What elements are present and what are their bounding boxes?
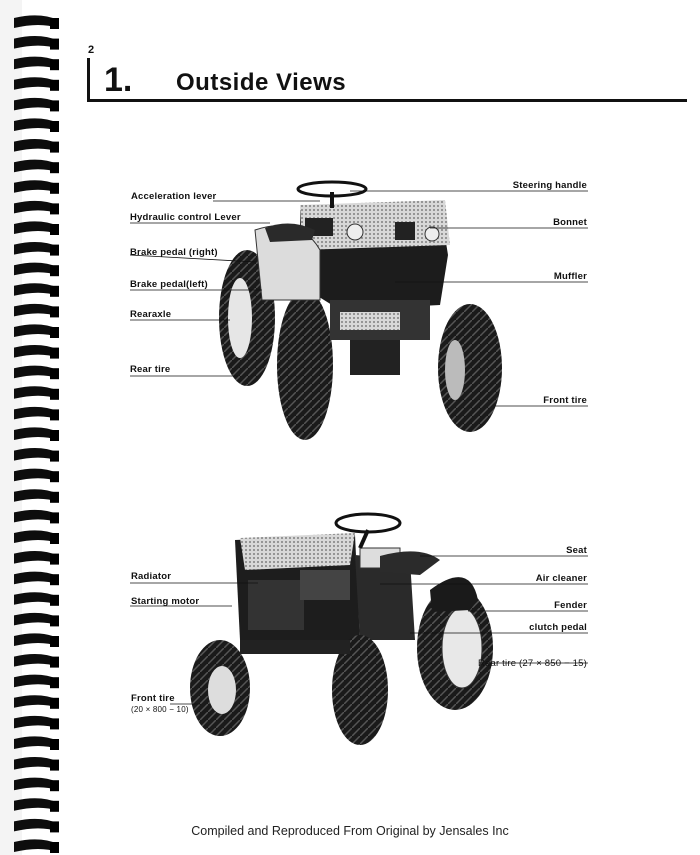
bottom-tractor-drawing bbox=[190, 514, 493, 745]
label-brake-pedal-right: Brake pedal (right) bbox=[130, 247, 218, 258]
label-steering-handle: Steering handle bbox=[512, 180, 587, 191]
section-number: 1. bbox=[104, 61, 133, 99]
label-radiator: Radiator bbox=[131, 571, 172, 582]
label-fender: Fender bbox=[554, 600, 587, 611]
label-rear-axle: Rearaxle bbox=[130, 309, 172, 320]
footer-credit: Compiled and Reproduced From Original by Jensales Inc bbox=[191, 824, 509, 838]
label-air-cleaner: Air cleaner bbox=[535, 573, 587, 584]
label-rear-tire-bottom: Rear tire (27 × 850 − 15) bbox=[477, 658, 587, 669]
label-starting-motor: Starting motor bbox=[131, 596, 200, 607]
label-acceleration-lever: Acceleration lever bbox=[131, 191, 217, 202]
label-bonnet: Bonnet bbox=[553, 217, 587, 228]
label-clutch-pedal: clutch pedal bbox=[529, 622, 587, 633]
page-number: 2 bbox=[88, 44, 95, 56]
label-front-tire-bottom: Front tire bbox=[131, 693, 175, 704]
label-seat: Seat bbox=[566, 545, 587, 556]
section-title: Outside Views bbox=[176, 69, 347, 96]
label-rear-tire-top: Rear tire bbox=[130, 364, 171, 375]
label-front-tire-size: (20 × 800 − 10) bbox=[131, 705, 189, 714]
label-muffler: Muffler bbox=[553, 271, 587, 282]
label-brake-pedal-left: Brake pedal(left) bbox=[130, 279, 208, 290]
label-front-tire-top: Front tire bbox=[543, 395, 587, 406]
label-hydraulic-control-lever: Hydraulic control Lever bbox=[130, 212, 241, 223]
